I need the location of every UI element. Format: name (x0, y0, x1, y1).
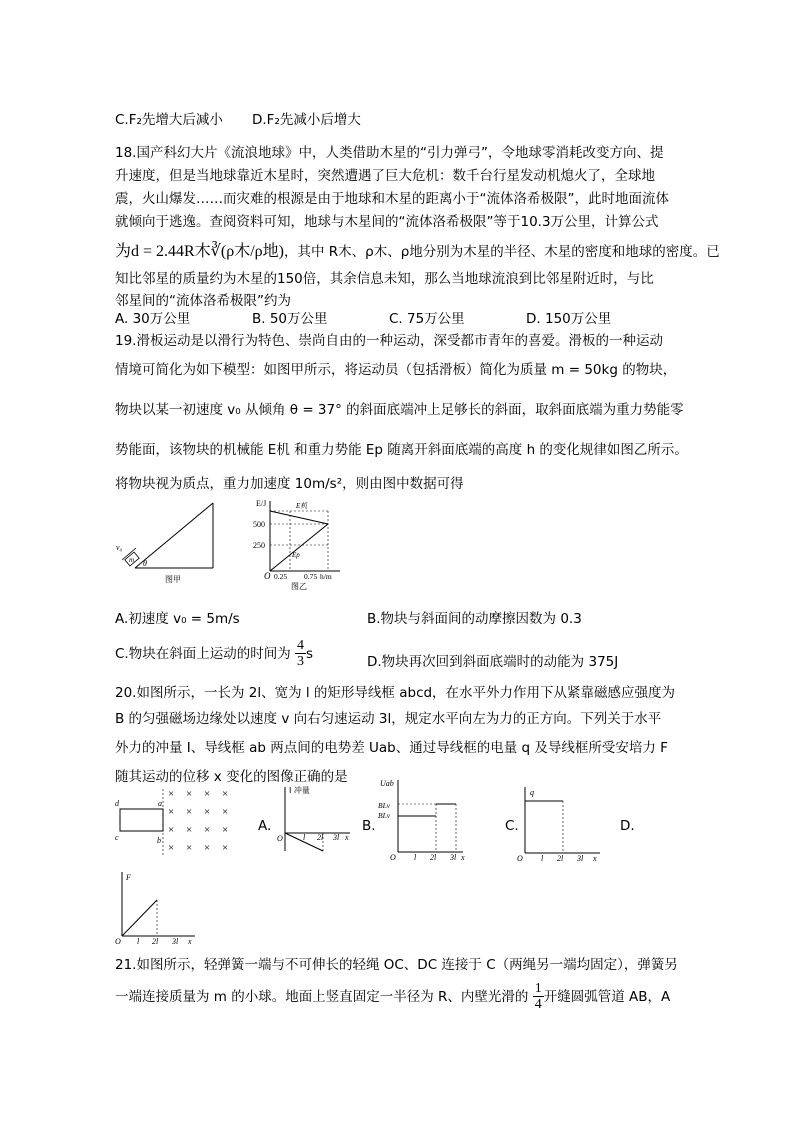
tick-2l: 2l (557, 854, 564, 863)
field-cross: × (222, 806, 229, 818)
fraction-numerator: 1 (534, 981, 542, 996)
field-cross: × (168, 788, 175, 800)
q18-line-3: 震，火山爆发……而灾难的根源是由于地球和木星的距离小于“流体洛希极限”，此时地面流体 (115, 191, 669, 207)
corner-b: b (157, 836, 161, 845)
x-label: x (345, 833, 349, 842)
field-cross: × (168, 806, 175, 818)
x-label: x (188, 937, 192, 946)
x-axis-label: h/m (320, 572, 332, 581)
tick-3l: 3l (172, 937, 179, 946)
field-cross: × (186, 806, 193, 818)
q21-line-2 (115, 981, 670, 1013)
q19-line-2: 情境可简化为如下模型：如图甲所示，将运动员（包括滑板）简化为质量 m = 50kg 的物块， (115, 362, 677, 378)
q20-graph-d (110, 868, 200, 948)
x-label: x (461, 853, 465, 861)
field-cross: × (204, 824, 211, 836)
x-label: x (593, 854, 597, 863)
tick-l: l (303, 833, 306, 842)
fig-yi-caption: 图乙 (291, 582, 307, 591)
origin: O (390, 853, 396, 861)
wire-frame (120, 809, 163, 831)
q18-line-7: 邻星间的“流体洛希极限”约为 (115, 293, 291, 309)
q20-graph-b (368, 776, 468, 861)
q20-label-a: A. (258, 818, 272, 834)
ytick-500: 500 (253, 520, 265, 529)
corner-a: a (158, 799, 162, 808)
e-mech-line (270, 511, 328, 524)
field-cross: × (186, 824, 193, 836)
q20-line-4: 随其运动的位移 x 变化的图像正确的是 (115, 769, 348, 785)
q19-option-d: D.物块再次回到斜面底端时的动能为 375J (367, 654, 619, 670)
tick-l: l (137, 937, 140, 946)
q19-option-c-unit: s (306, 645, 314, 662)
field-cross: × (204, 806, 211, 818)
field-crosses (168, 788, 228, 854)
figure-jia-incline (110, 500, 230, 590)
ep-label: Ep (292, 551, 300, 559)
q17-option-c: C.F₂先增大后减小 (115, 112, 223, 128)
y-label: F (126, 873, 131, 882)
field-cross: × (186, 788, 193, 800)
tick-l: l (414, 853, 417, 861)
field-cross: × (168, 824, 175, 836)
ytick-1: BLv (378, 801, 391, 810)
q19-option-b: B.物块与斜面间的动摩擦因数为 0.3 (367, 611, 582, 627)
theta-label: θ (143, 559, 147, 568)
field-cross: × (204, 788, 211, 800)
corner-c: c (115, 833, 119, 842)
field-cross: × (168, 842, 175, 854)
fig-jia-caption: 图甲 (165, 575, 181, 584)
y-label: I 冲量 (289, 786, 310, 795)
v0-label: v₀ (116, 543, 123, 552)
q19-option-a: A.初速度 v₀ = 5m/s (115, 611, 240, 627)
e-mech-label: E机 (296, 502, 308, 510)
q19-option-c-text: C.物块在斜面上运动的时间为 (115, 645, 291, 662)
q18-option-b: B. 50万公里 (252, 311, 328, 327)
q18-formula: 为d = 2.44R木∛(ρ木/ρ地) (115, 243, 284, 260)
q20-graph-c (515, 783, 605, 863)
origin-label: O (264, 571, 271, 581)
q18-line-5 (115, 238, 720, 261)
q18-option-d: D. 150万公里 (526, 311, 612, 327)
field-cross: × (222, 842, 229, 854)
q21-line-2-tail: 开缝圆弧管道 AB，A (543, 988, 671, 1005)
q18-line-4: 就倾向于逃逸。查阅资料可知，地球与木星间的“流体洛希极限”等于10.3万公里，计算公式 (115, 214, 659, 230)
tick-3l: 3l (450, 853, 457, 861)
y-label: Uab (380, 779, 394, 788)
field-cross: × (222, 824, 229, 836)
ep-line (270, 524, 328, 571)
q18-option-a: A. 30万公里 (115, 311, 191, 327)
origin: O (517, 854, 523, 863)
f-line (122, 900, 157, 936)
q20-line-2: B 的匀强磁场边缘处以速度 v 向右匀速运动 3l，规定水平向左为力的正方向。下列关于水平 (115, 711, 662, 727)
q19-line-5: 将物块视为质点，重力加速度 10m/s²，则由图中数据可得 (115, 476, 464, 492)
y-axis-label: E/J (256, 499, 267, 508)
q19-option-c (115, 638, 313, 670)
fraction-denominator: 3 (297, 654, 305, 670)
xtick-075: 0.75 (304, 572, 318, 581)
q17-option-d: D.F₂先减小后增大 (252, 112, 361, 128)
field-cross: × (222, 788, 229, 800)
q19-option-c-fraction (295, 638, 306, 670)
q20-line-1: 20.如图所示，一长为 2l、宽为 l 的矩形导线框 abcd，在水平外力作用下从紧靠磁感应强度为 (115, 685, 676, 701)
fraction-denominator: 4 (534, 997, 542, 1013)
tick-2l: 2l (430, 853, 437, 861)
field-cross: × (186, 842, 193, 854)
q21-fraction (533, 981, 544, 1013)
origin: O (115, 937, 121, 946)
q19-line-1: 19.滑板运动是以滑行为特色、崇尚自由的一种运动，深受都市青年的喜爱。滑板的一种运动 (115, 333, 663, 349)
q21-line-2-text: 一端连接质量为 m 的小球。地面上竖直固定一半径为 R、内壁光滑的 (115, 988, 529, 1005)
ytick-2: BLv (378, 811, 391, 820)
tick-3l: 3l (333, 833, 340, 842)
origin: O (277, 834, 283, 843)
q18-line-6: 知比邻星的质量约为木星的150倍，其余信息未知，那么当地球流浪到比邻星附近时，与比 (115, 271, 654, 287)
y-label: q (530, 788, 534, 797)
q19-line-4: 势能面，该物块的机械能 E机 和重力势能 Ep 随离开斜面底端的高度 h 的变化规律如图乙所示。 (115, 442, 688, 458)
q20-label-d: D. (620, 818, 635, 834)
tick-3l: 3l (577, 854, 584, 863)
corner-d: d (115, 799, 119, 808)
figure-yi-energy-graph (248, 495, 348, 595)
q18-line-1: 18.国产科幻大片《流浪地球》中，人类借助木星的“引力弹弓”，令地球零消耗改变方向、提 (115, 145, 664, 161)
q20-line-3: 外力的冲量 I、导线框 ab 两点间的电势差 Uab、通过导线框的电量 q 及导线框所受安培力 F (115, 740, 668, 756)
q18-option-c: C. 75万公里 (389, 311, 465, 327)
q20-label-c: C. (505, 818, 519, 834)
tick-l: l (541, 854, 544, 863)
q21-line-1: 21.如图所示，轻弹簧一端与不可伸长的轻绳 OC、DC 连接于 C（两绳另一端均固定），弹簧另 (115, 957, 678, 973)
xtick-025: 0.25 (274, 572, 288, 581)
q20-label-b: B. (362, 818, 376, 834)
q19-line-3: 物块以某一初速度 v₀ 从倾角 θ = 37° 的斜面底端冲上足够长的斜面，取斜面底端为重力势能零 (115, 402, 684, 418)
q18-line-5-rest: ，其中 R木、ρ木、ρ地分别为木星的半径、木星的密度和地球的密度。已 (283, 244, 720, 260)
ytick-250: 250 (253, 541, 265, 550)
tick-2l: 2l (317, 833, 324, 842)
q18-line-2: 升速度，但是当地球靠近木星时，突然遭遇了巨大危机：数千台行星发动机熄火了，全球地 (115, 168, 655, 184)
fraction-numerator: 4 (297, 638, 305, 653)
figure-frame-field (112, 783, 247, 863)
tick-2l: 2l (152, 937, 159, 946)
m-label: m (129, 556, 135, 564)
q20-graph-a (275, 783, 355, 853)
field-cross: × (204, 842, 211, 854)
